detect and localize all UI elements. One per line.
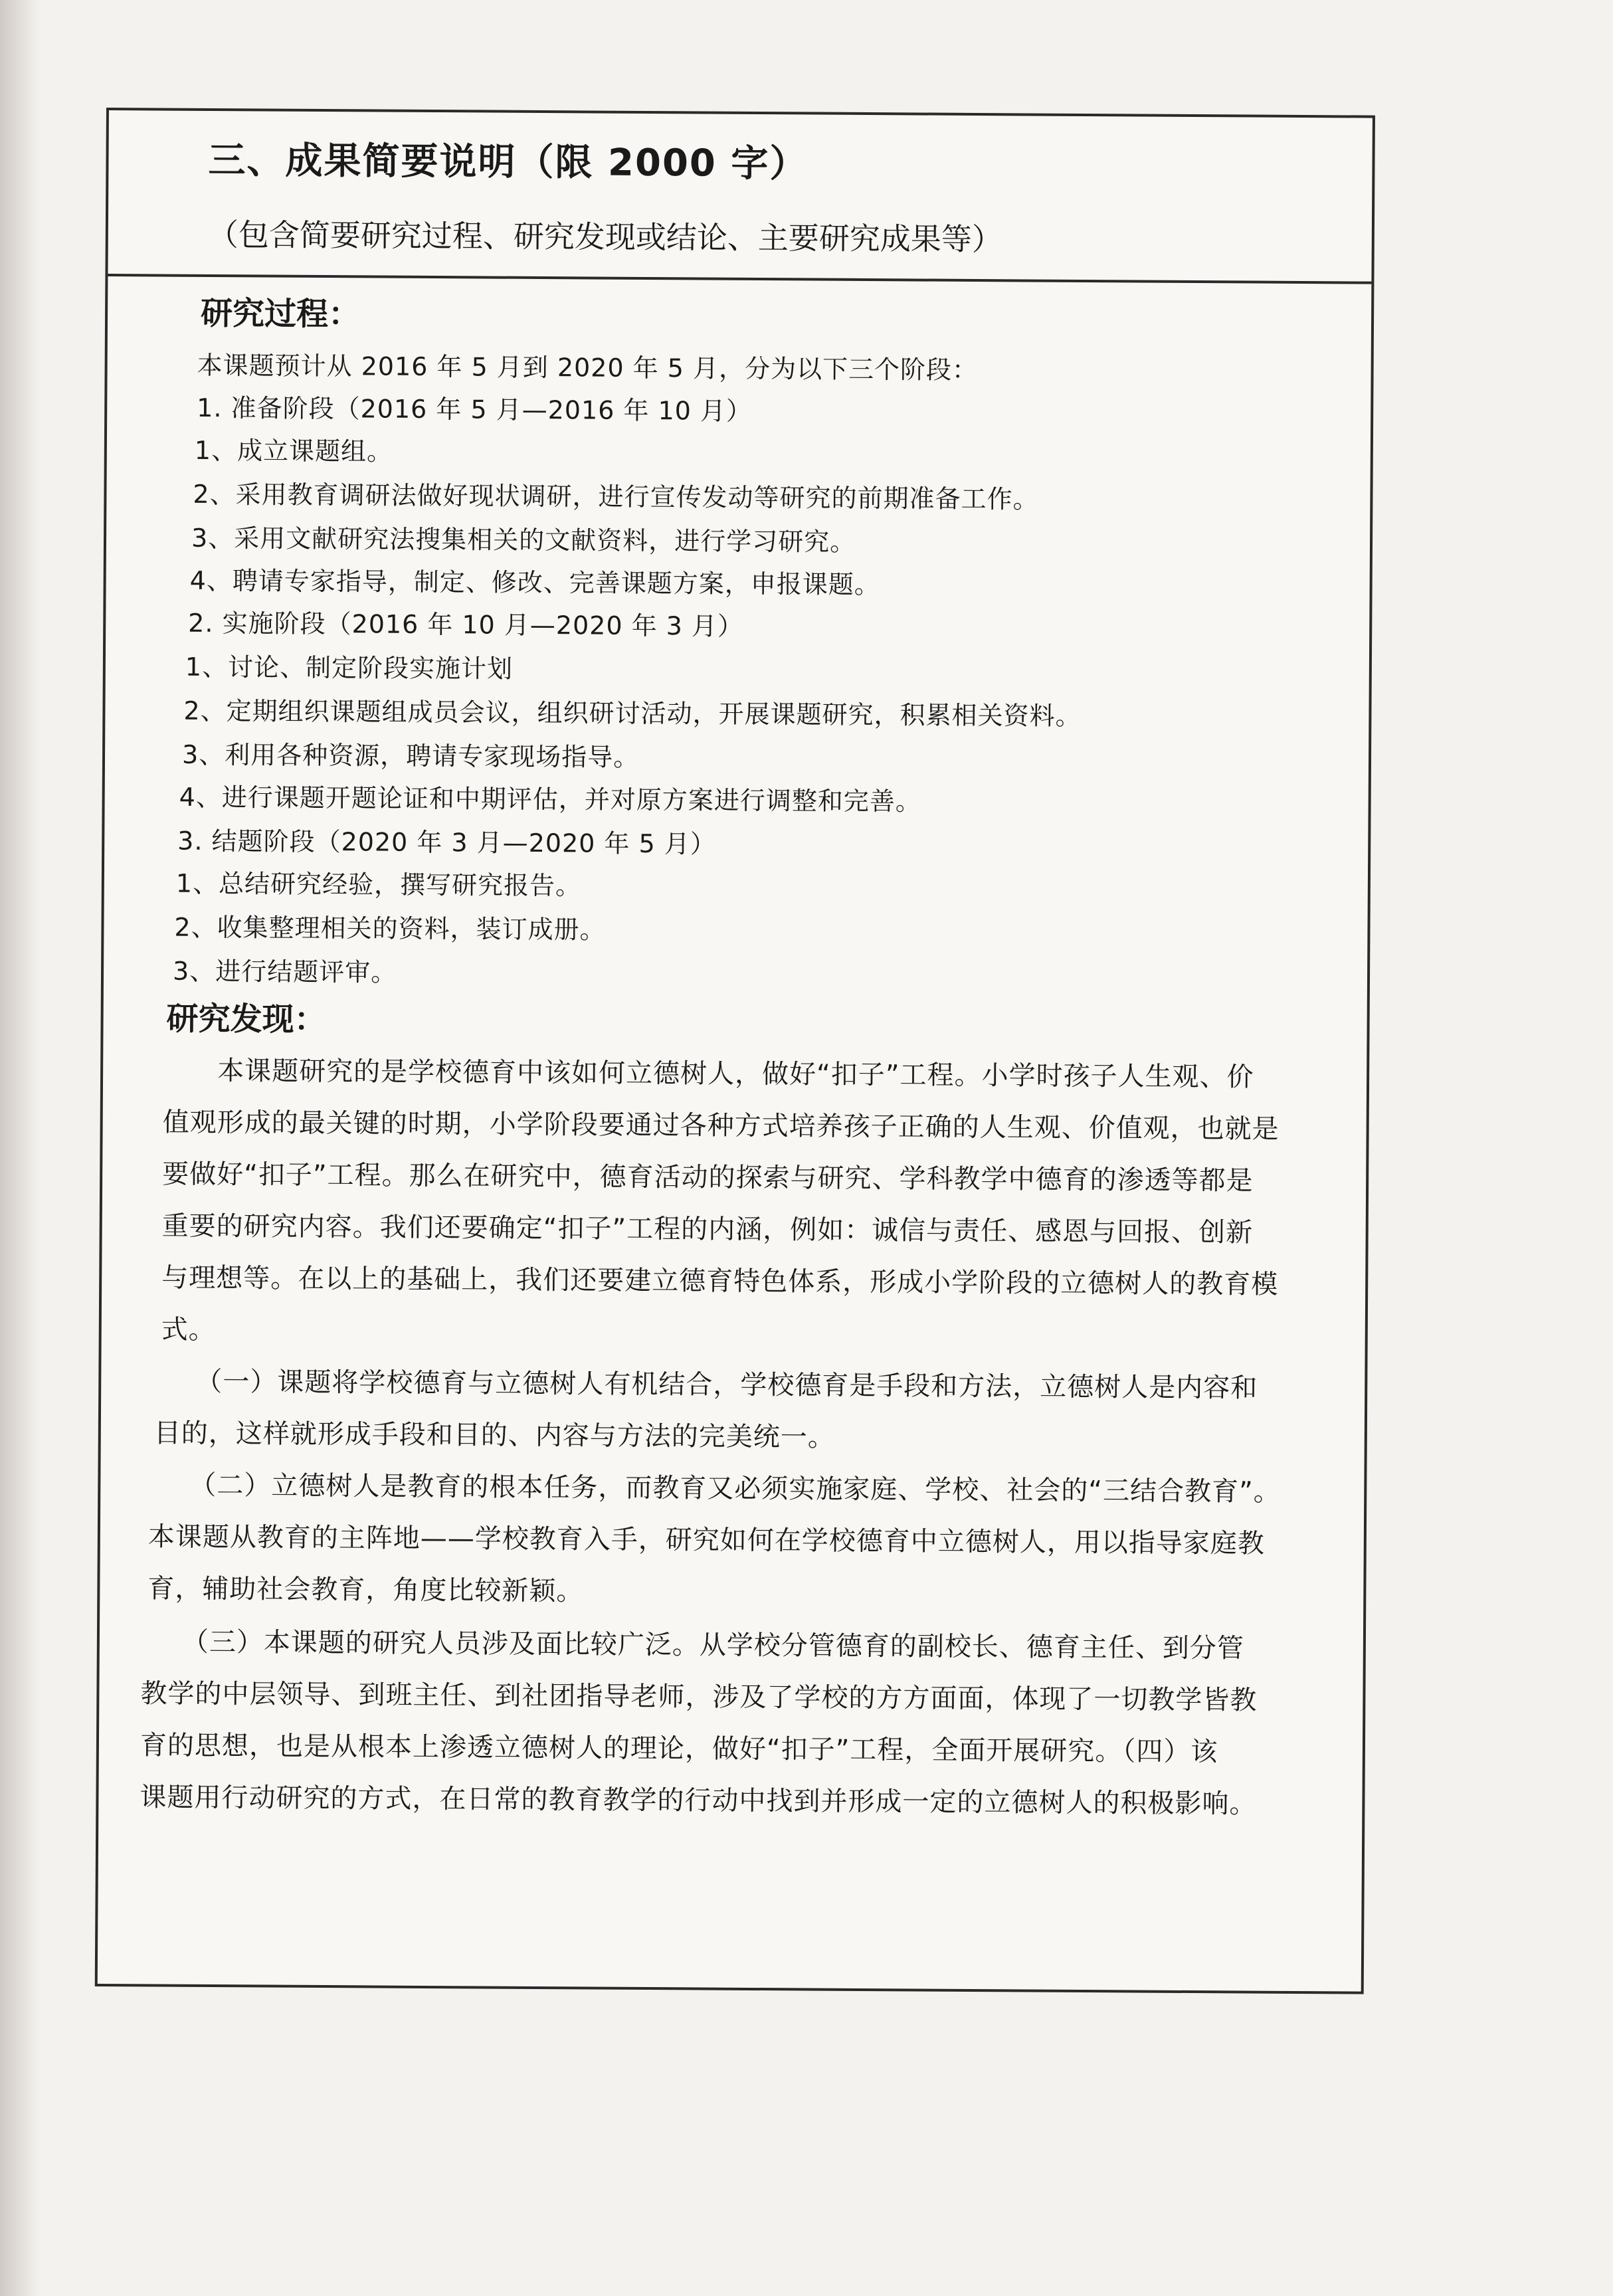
findings-paragraph-2 [154,1355,1258,1466]
process-line: 本课题预计从 2016 年 5 月到 2020 年 5 月，分为以下三个阶段： [197,350,979,385]
process-line: 4、进行课题开题论证和中期评估，并对原方案进行调整和完善。 [179,782,921,816]
paragraph-line: 育，辅助社会教育，角度比较新颖。 [147,1573,584,1607]
paragraph-line: 要做好“扣子”工程。那么在研究中，德育活动的探索与研究、学科教学中德育的渗透等都是 [162,1159,1254,1196]
process-line: 3、进行结题评审。 [172,956,397,987]
process-line: 3. 结题阶段（2020 年 3 月—2020 年 5 月） [177,826,716,859]
paragraph-line: 重要的研究内容。我们还要确定“扣子”工程的内涵，例如：诚信与责任、感恩与回报、创新 [161,1210,1254,1248]
process-line: 1、总结研究经验，撰写研究报告。 [175,868,582,901]
paragraph-line: 本课题从教育的主阵地——学校教育入手，研究如何在学校德育中立德树人，用以指导家庭教 [147,1521,1265,1559]
paragraph-line: 目的，这样就形成手段和目的、内容与方法的完美统一。 [153,1418,835,1453]
process-line: 2. 实施阶段（2016 年 10 月—2020 年 3 月） [188,608,744,641]
process-line: 3、采用文献研究法搜集相关的文献资料，进行学习研究。 [191,523,856,557]
paragraph-line: 课题用行动研究的方式，在日常的教育教学的行动中找到并形成一定的立德树人的积极影响。 [140,1782,1257,1820]
paragraph-line: 本课题研究的是学校德育中该如何立德树人，做好“扣子”工程。小学时孩子人生观、价 [163,1055,1254,1093]
form-header [108,110,1372,284]
paragraph-line: 式。 [161,1314,216,1346]
paragraph-line: 育的思想，也是从根本上渗透立德树人的理论，做好“扣子”工程，全面开展研究。（四）该 [140,1730,1218,1768]
paragraph-line: 值观形成的最关键的时期，小学阶段要通过各种方式培养孩子正确的人生观、价值观，也就是 [162,1107,1280,1145]
process-line: 3、利用各种资源，聘请专家现场指导。 [181,739,640,772]
process-line: 2、收集整理相关的资料，装订成册。 [174,912,606,945]
paragraph-line: （一）课题将学校德育与立德树人有机结合，学校德育是手段和方法，立德树人是内容和 [154,1366,1258,1404]
form-table [95,108,1375,1994]
findings-paragraph-1 [161,1045,1280,1363]
section-subtitle: （包含简要研究过程、研究发现或结论、主要研究成果等） [207,216,1002,258]
findings-paragraph-3 [147,1459,1281,1621]
process-heading: 研究过程： [200,294,361,334]
findings-paragraph-4 [140,1616,1258,1830]
paragraph-line: （三）本课题的研究人员涉及面比较广泛。从学校分管德育的副校长、德育主任、到分管 [140,1626,1245,1664]
process-line: 2、采用教育调研法做好现状调研，进行宣传发动等研究的前期准备工作。 [193,479,1039,514]
page-edge-shadow [0,0,40,2296]
process-line: 1. 准备阶段（2016 年 5 月—2016 年 10 月） [197,393,753,426]
process-line: 1、讨论、制定阶段实施计划 [185,652,514,684]
paragraph-line: （二）立德树人是教育的根本任务，而教育又必须实施家庭、学校、社会的“三结合教育”。 [148,1470,1281,1507]
paragraph-line: 教学的中层领导、到班主任、到社团指导老师，涉及了学校的方方面面，体现了一切教学皆教 [140,1678,1258,1716]
process-line: 4、聘请专家指导，制定、修改、完善课题方案，申报课题。 [189,565,880,600]
process-line: 1、成立课题组。 [194,435,393,466]
findings-heading: 研究发现： [166,1000,326,1039]
process-line: 2、定期组织课题组成员会议，组织研讨活动，开展课题研究，积累相关资料。 [183,696,1082,731]
section-title: 三、成果简要说明（限 2000 字） [208,138,808,186]
paragraph-line: 与理想等。在以上的基础上，我们还要建立德育特色体系，形成小学阶段的立德树人的教育模 [161,1262,1279,1300]
